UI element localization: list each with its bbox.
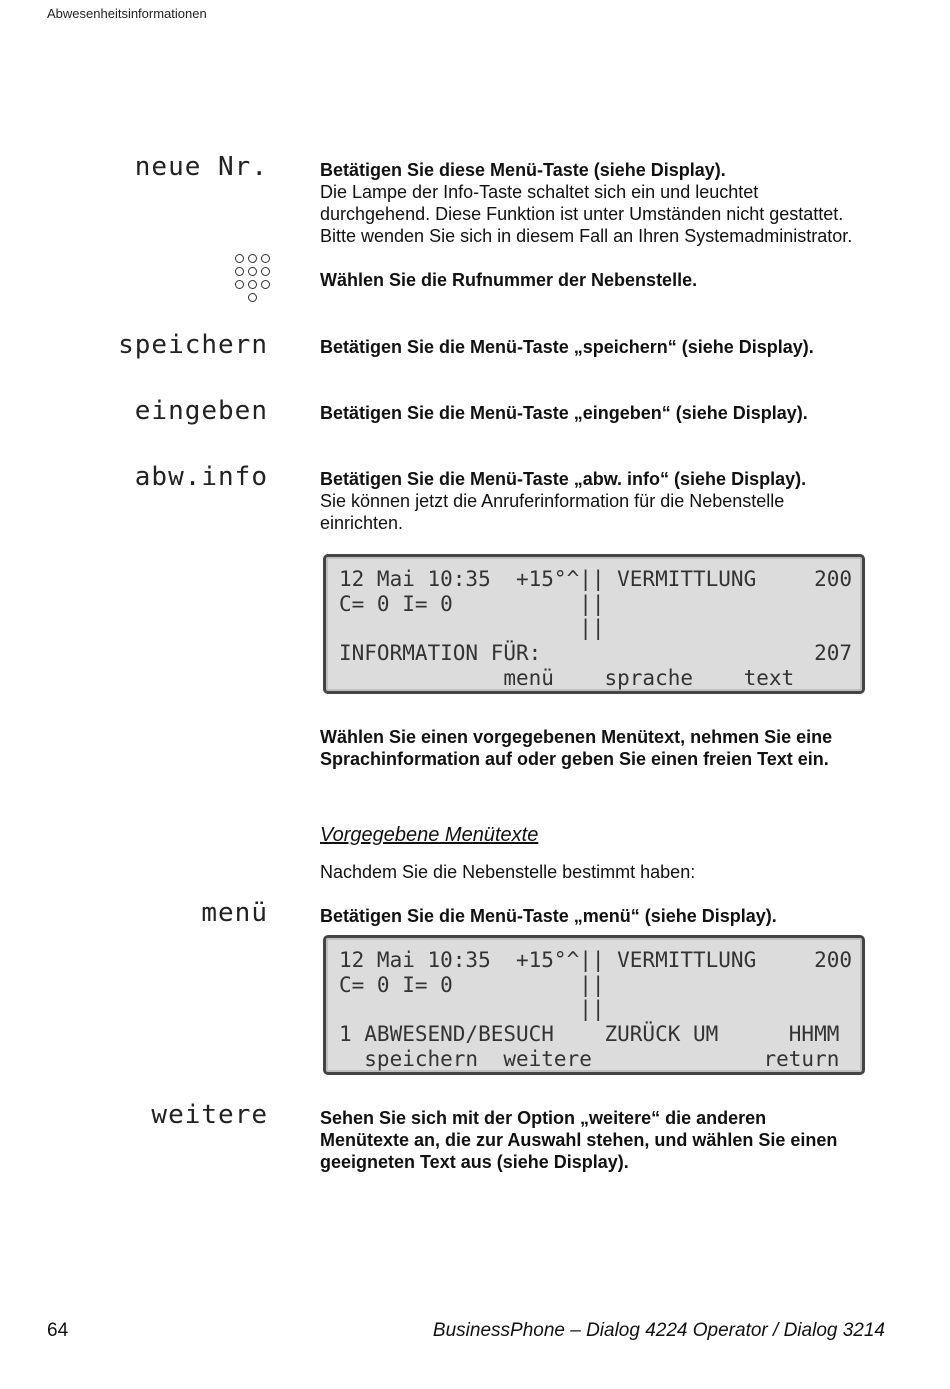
step-8-text (320, 1107, 900, 1173)
display-2-softkey-return: return (763, 1047, 852, 1071)
step-1-line-2: durchgehend. Diese Funktion ist unter Umständen nicht gestattet. (320, 204, 844, 224)
step-8-line-1: Sehen Sie sich mit der Option „weitere“ die anderen (320, 1108, 767, 1128)
step-6-line-2: Sprachinformation auf oder geben Sie einen freien Text ein. (320, 749, 829, 769)
section-intro: Nachdem Sie die Nebenstelle bestimmt haben: (320, 862, 696, 882)
step-7-instruction: Betätigen Sie die Menü-Taste „menü“ (siehe Display). (320, 906, 777, 926)
step-3-instruction: Betätigen Sie die Menü-Taste „speichern“ (siehe Display). (320, 337, 814, 357)
display-2-line-4-ext: HHMM (788, 1022, 852, 1046)
step-2-instruction: Wählen Sie die Rufnummer der Nebenstelle. (320, 270, 698, 290)
display-2-line-4: 1 ABWESEND/BESUCH ZURÜCK UM (339, 1022, 719, 1046)
menu-key-weitere[interactable]: weitere (151, 1100, 268, 1130)
menu-key-speichern[interactable]: speichern (118, 330, 268, 360)
step-6-text (320, 726, 900, 770)
display-1-line-2: C= 0 I= 0 || (339, 592, 605, 616)
display-2-line-2: C= 0 I= 0 || (339, 973, 605, 997)
step-4-instruction: Betätigen Sie die Menü-Taste „eingeben“ (siehe Display). (320, 403, 808, 423)
display-1-softkeys: menü sprache text (339, 666, 795, 690)
phone-display-2 (323, 935, 865, 1075)
step-5-line-1: Sie können jetzt die Anruferinformation für die Nebenstelle (320, 491, 785, 511)
display-1-line-4: INFORMATION FÜR: (339, 641, 542, 665)
display-1-line-4-ext: 207 (814, 641, 852, 665)
page-number: 64 (47, 1320, 69, 1341)
display-2-line-3: || (339, 997, 605, 1021)
display-2-softkeys: speichern weitere (339, 1047, 592, 1071)
menu-key-neue-nr[interactable]: neue Nr. (134, 152, 268, 182)
keypad-icon (234, 253, 274, 305)
display-2-line-1-ext: 200 (814, 948, 852, 972)
menu-key-menu[interactable]: menü (201, 898, 268, 928)
step-1-line-1: Die Lampe der Info-Taste schaltet sich ein und leuchtet (320, 182, 759, 202)
menu-key-eingeben[interactable]: eingeben (134, 396, 268, 426)
step-8-line-3: geeigneten Text aus (siehe Display). (320, 1152, 629, 1172)
step-1-text (320, 159, 900, 247)
display-1-line-1: 12 Mai 10:35 +15°^|| VERMITTLUNG (339, 567, 757, 591)
display-2-line-1: 12 Mai 10:35 +15°^|| VERMITTLUNG (339, 948, 757, 972)
section-title: Vorgegebene Menütexte (320, 824, 539, 846)
phone-display-1 (323, 554, 865, 694)
step-5-instruction: Betätigen Sie die Menü-Taste „abw. info“ (siehe Display). (320, 469, 807, 489)
menu-key-abw-info[interactable]: abw.info (134, 462, 268, 492)
step-1-line-3: Bitte wenden Sie sich in diesem Fall an Ihren Systemadministrator. (320, 226, 853, 246)
running-header: Abwesenheitsinformationen (47, 6, 207, 21)
step-5-text (320, 468, 900, 534)
display-1-line-3: || (339, 616, 605, 640)
step-5-line-2: einrichten. (320, 513, 404, 533)
display-1-line-1-ext: 200 (814, 567, 852, 591)
step-1-instruction: Betätigen Sie diese Menü-Taste (siehe Display). (320, 160, 726, 180)
step-8-line-2: Menütexte an, die zur Auswahl stehen, und wählen Sie einen (320, 1130, 838, 1150)
step-6-line-1: Wählen Sie einen vorgegebenen Menütext, nehmen Sie eine (320, 727, 833, 747)
footer-title: BusinessPhone – Dialog 4224 Operator / Dialog 3214 (432, 1320, 885, 1341)
